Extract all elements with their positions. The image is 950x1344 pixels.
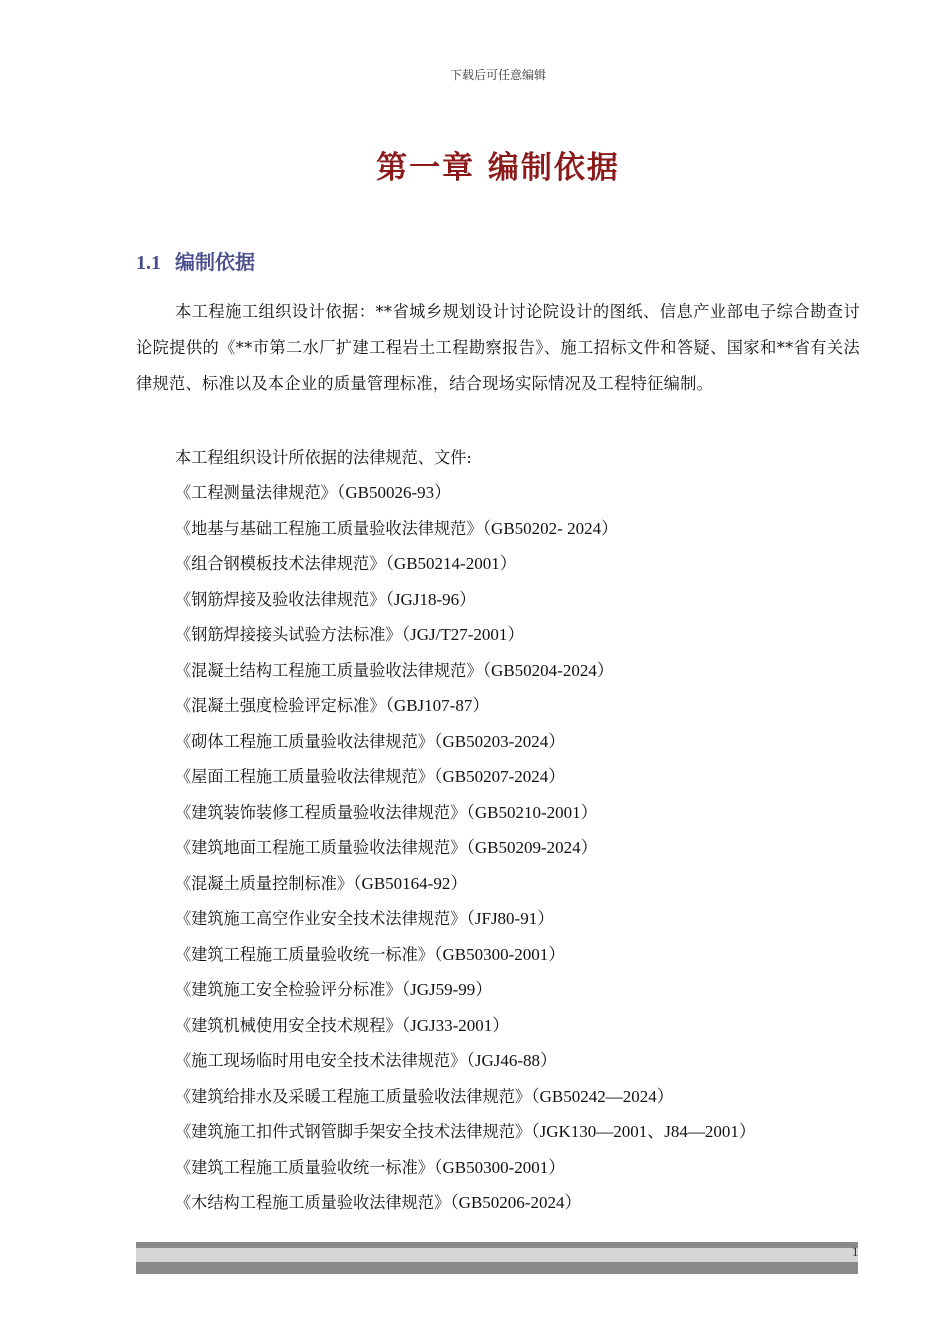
footer-bar-lower [136, 1262, 858, 1274]
page-header-note: 下载后可任意编辑 [449, 68, 546, 82]
standard-name: 《木结构工程施工质量验收法律规范》 [175, 1193, 451, 1212]
standard-code: （JGJ33-2001） [401, 1015, 510, 1035]
standard-name: 《建筑施工安全检验评分标准》 [175, 980, 402, 999]
standard-code: （GB50300-2001） [434, 944, 566, 964]
standard-name: 《混凝土强度检验评定标准》 [175, 696, 386, 715]
standard-name: 《屋面工程施工质量验收法律规范》 [175, 767, 434, 786]
standard-name: 《钢筋焊接及验收法律规范》 [175, 589, 386, 609]
standard-name: 《建筑机械使用安全技术规程》 [175, 1015, 402, 1035]
section-heading [136, 246, 255, 275]
standard-name: 《建筑施工高空作业安全技术法律规范》 [175, 909, 467, 928]
standard-item [175, 1185, 756, 1221]
standard-code: （GB50206-2024） [450, 1193, 582, 1212]
standard-name: 《地基与基础工程施工质量验收法律规范》 [175, 518, 483, 538]
standards-list [175, 475, 756, 1221]
standard-name: 《建筑给排水及采暖工程施工质量验收法律规范》 [175, 1086, 532, 1106]
standard-name: 《建筑工程施工质量验收统一标准》 [175, 1157, 434, 1177]
basis-paragraph: 本工程施工组织设计依据：**省城乡规划设计讨论院设计的图纸、信息产业部电子综合勘查讨论院提供的《**市第二水厂扩建工程岩土工程勘察报告》、施工招标文件和答疑、国家和**省有关法律规范、标准以及本企业的质量管理标准，结合现场实际情况及工程特征编制。 [136, 302, 860, 393]
standard-name: 《建筑装饰装修工程质量验收法律规范》 [175, 802, 467, 822]
standard-code: （GB50300-2001） [434, 1157, 566, 1177]
standard-item [175, 653, 756, 689]
standard-item [175, 617, 756, 653]
standard-item [175, 901, 756, 937]
standard-code: （GB50164-92） [353, 873, 468, 893]
standard-item [175, 724, 756, 760]
standard-code: （JGJ18-96） [385, 589, 477, 609]
standard-item [175, 688, 756, 724]
standard-code: （GB50207-2024） [434, 767, 566, 786]
standard-name: 《工程测量法律规范》 [175, 483, 337, 502]
standard-item [175, 511, 756, 547]
footer-bar-band [136, 1248, 858, 1262]
standard-code: （JGJ/T27-2001） [401, 625, 525, 644]
standard-code: （JGK130—2001、J84—2001） [531, 1122, 756, 1141]
standard-code: （GB50202- 2024） [482, 518, 619, 538]
standard-code: （JGJ59-99） [401, 980, 493, 999]
standard-name: 《建筑工程施工质量验收统一标准》 [175, 944, 434, 964]
standard-name: 《施工现场临时用电安全技术法律规范》 [175, 1051, 467, 1070]
standard-name: 《砌体工程施工质量验收法律规范》 [175, 731, 434, 751]
standard-item [175, 795, 756, 831]
standard-code: （JFJ80-91） [466, 909, 555, 928]
standard-code: （GBJ107-87） [385, 696, 490, 715]
standard-code: （GB50026-93） [336, 483, 452, 502]
standard-code: （GB50204-2024） [482, 660, 614, 680]
standard-name: 《组合钢模板技术法律规范》 [175, 554, 386, 573]
standard-name: 《建筑地面工程施工质量验收法律规范》 [175, 838, 467, 857]
standard-item [175, 1150, 756, 1186]
standard-code: （GB50203-2024） [434, 731, 566, 751]
standard-item [175, 475, 756, 511]
section-title: 编制依据 [175, 250, 255, 274]
standard-name: 《建筑施工扣件式钢管脚手架安全技术法律规范》 [175, 1122, 532, 1141]
standard-code: （JGJ46-88） [466, 1051, 558, 1070]
standard-item [175, 1008, 756, 1044]
standard-name: 《混凝土结构工程施工质量验收法律规范》 [175, 660, 483, 680]
standard-item [175, 1043, 756, 1079]
standard-item [175, 1079, 756, 1115]
section-number: 1.1 [136, 252, 161, 274]
chapter-title: 第一章 编制依据 [376, 150, 620, 186]
standard-item [175, 937, 756, 973]
standard-code: （GB50210-2001） [466, 802, 598, 822]
standard-item [175, 830, 756, 866]
standard-code: （GB50214-2001） [385, 554, 517, 573]
standards-intro: 本工程组织设计所依据的法律规范、文件: [175, 448, 472, 467]
standard-item [175, 866, 756, 902]
standard-item [175, 546, 756, 582]
standard-code: （GB50209-2024） [466, 838, 598, 857]
standard-code: （GB50242—2024） [531, 1086, 674, 1106]
standard-item [175, 582, 756, 618]
page-number: 1 [852, 1244, 859, 1259]
standard-item [175, 972, 756, 1008]
standard-name: 《混凝土质量控制标准》 [175, 873, 354, 893]
standard-item [175, 759, 756, 795]
standard-name: 《钢筋焊接接头试验方法标准》 [175, 625, 402, 644]
standard-item [175, 1114, 756, 1150]
